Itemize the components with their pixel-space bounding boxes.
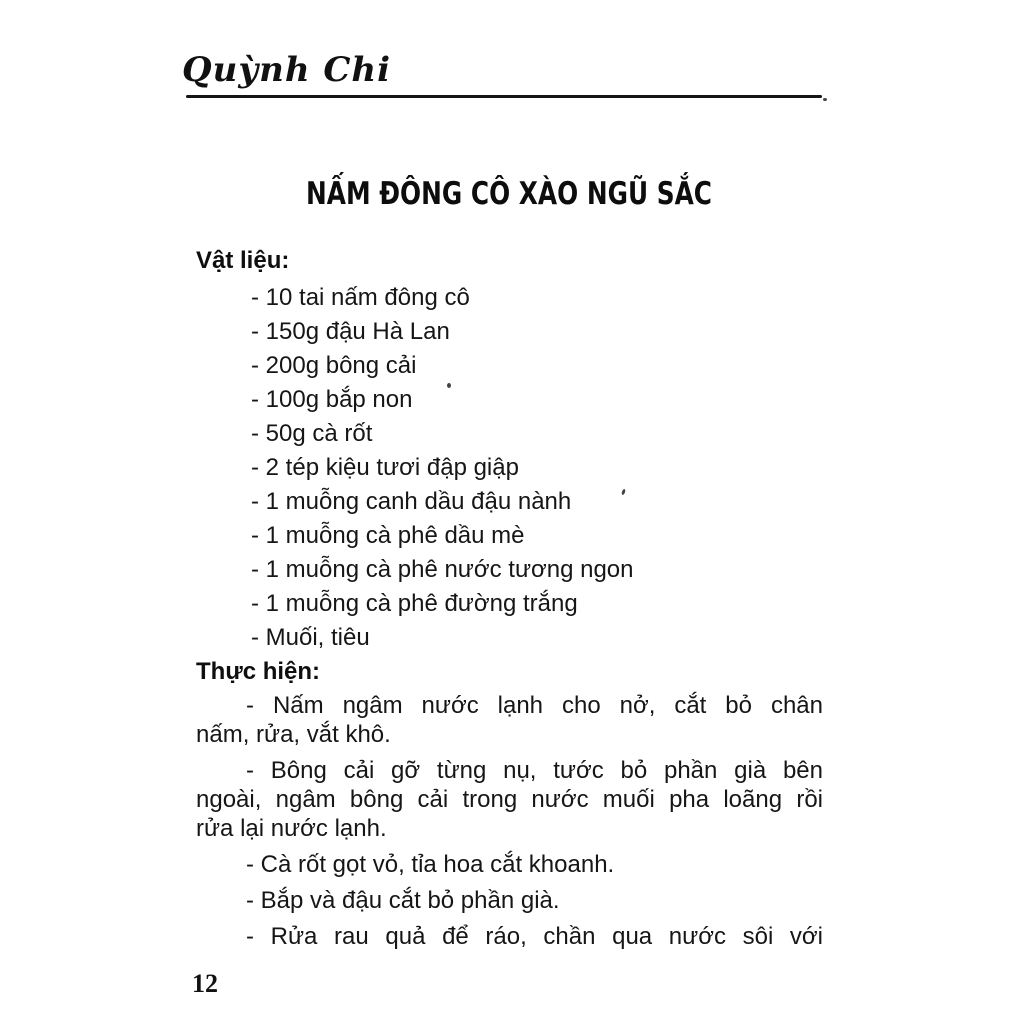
header-rule <box>186 95 822 98</box>
ingredient-item: - 1 muỗng cà phê nước tương ngon <box>251 556 634 583</box>
page-number: 12 <box>192 969 218 998</box>
instruction-step <box>196 756 823 843</box>
instruction-line: - Cà rốt gọt vỏ, tỉa hoa cắt khoanh. <box>246 851 615 878</box>
instruction-line: - Bông cải gỡ từng nụ, tước bỏ phần già bên <box>246 757 823 784</box>
instruction-step <box>196 691 823 749</box>
instruction-line: nấm, rửa, vắt khô. <box>196 721 391 748</box>
author-name: Quỳnh Chi <box>182 50 392 90</box>
ingredient-item: - 150g đậu Hà Lan <box>251 318 450 345</box>
ingredients-list <box>251 281 634 655</box>
instruction-line: - Nấm ngâm nước lạnh cho nở, cắt bỏ chân <box>246 692 823 719</box>
instruction-line: rửa lại nước lạnh. <box>196 815 387 842</box>
ingredient-item: - Muối, tiêu <box>251 624 370 651</box>
scan-speckle <box>447 383 451 388</box>
instructions-heading: Thực hiện: <box>196 658 321 685</box>
instruction-line: - Rửa rau quả để ráo, chần qua nước sôi với <box>246 923 823 950</box>
instruction-step <box>196 922 823 951</box>
scan-speckle <box>823 98 827 101</box>
instructions-list <box>196 691 823 958</box>
ingredient-item: - 1 muỗng canh dầu đậu nành <box>251 488 572 515</box>
instruction-line: ngoài, ngâm bông cải trong nước muối pha loãng rồi <box>196 786 823 813</box>
instruction-step <box>196 886 823 915</box>
ingredients-heading: Vật liệu: <box>196 247 290 274</box>
ingredient-item: - 2 tép kiệu tươi đập giập <box>251 454 519 481</box>
instruction-step <box>196 850 823 879</box>
ingredient-item: - 1 muỗng cà phê đường trắng <box>251 590 578 617</box>
ingredient-item: - 200g bông cải <box>251 352 417 379</box>
ingredient-item: - 100g bắp non <box>251 386 413 413</box>
instruction-line: - Bắp và đậu cắt bỏ phần già. <box>246 887 560 914</box>
ingredient-item: - 50g cà rốt <box>251 420 373 447</box>
recipe-title: NẤM ĐÔNG CÔ XÀO NGŨ SẮC <box>306 176 712 212</box>
ingredient-item: - 10 tai nấm đông cô <box>251 284 470 311</box>
ingredient-item: - 1 muỗng cà phê dầu mè <box>251 522 525 549</box>
